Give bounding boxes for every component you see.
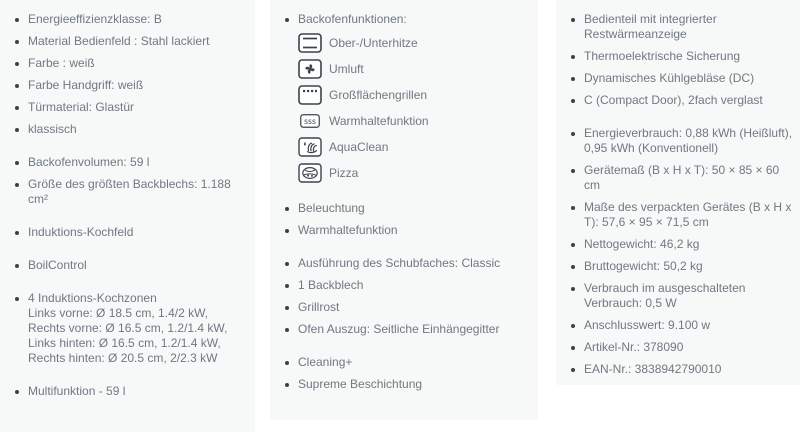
spec-item-text: Bedienteil mit integrierter Restwärmeanzeige <box>584 12 717 41</box>
spec-item-text: Größe des größten Backblechs: 1.188 cm² <box>28 177 231 206</box>
spec-group <box>570 126 794 377</box>
spec-item-text: 4 Induktions-Kochzonen <box>28 291 157 305</box>
spec-item-text: Artikel-Nr.: 378090 <box>584 340 684 354</box>
spec-group <box>14 291 249 366</box>
spec-item <box>14 155 249 170</box>
bullet-icon <box>571 265 575 269</box>
oven-function-label: Warmhaltefunktion <box>329 113 429 128</box>
spec-item-line: Rechts vorne: Ø 16.5 cm, 1.2/1.4 kW, <box>28 321 228 335</box>
spec-item <box>570 340 794 355</box>
spec-item-text: Farbe : weiß <box>28 56 95 70</box>
spec-group <box>14 155 249 207</box>
spec-item <box>570 163 794 193</box>
spec-item-line: Links hinten: Ø 16.5 cm, 1.2/1.4 kW, <box>28 336 221 350</box>
spec-item <box>570 237 794 252</box>
spec-group <box>14 258 249 273</box>
spec-item <box>14 258 249 273</box>
bullet-icon <box>15 264 19 268</box>
bullet-icon <box>15 128 19 132</box>
spec-item <box>284 223 532 238</box>
spec-item-text: Farbe Handgriff: weiß <box>28 78 144 92</box>
spec-item <box>284 377 532 392</box>
oven-function-label: Umluft <box>329 61 364 76</box>
bullet-icon <box>15 390 19 394</box>
spec-item <box>14 56 249 71</box>
spec-item-text: Supreme Beschichtung <box>298 377 423 391</box>
spec-item <box>284 322 532 337</box>
spec-item-text: 1 Backblech <box>298 278 364 292</box>
spec-item <box>14 291 249 366</box>
svg-text:sss: sss <box>304 117 316 126</box>
bullet-icon <box>285 18 289 22</box>
spec-item <box>284 300 532 315</box>
spec-item-text: Induktions-Kochfeld <box>28 225 134 239</box>
spec-item <box>570 259 794 274</box>
spec-item-text: Anschlusswert: 9.100 w <box>584 318 711 332</box>
spec-item <box>14 34 249 49</box>
spec-column-general <box>0 0 255 432</box>
bullet-icon <box>15 40 19 44</box>
spec-group <box>284 12 532 183</box>
bullet-icon <box>15 161 19 165</box>
bullet-icon <box>571 132 575 136</box>
oven-function-row <box>298 85 532 105</box>
spec-item <box>14 384 249 399</box>
oven-function-list <box>298 33 532 183</box>
spec-item <box>14 100 249 115</box>
spec-group <box>14 225 249 240</box>
spec-item-text: klassisch <box>28 122 77 136</box>
bullet-icon <box>15 297 19 301</box>
bullet-icon <box>285 262 289 266</box>
bullet-icon <box>15 231 19 235</box>
spec-item-line: Rechts hinten: Ø 20.5 cm, 2/2.3 kW <box>28 351 218 365</box>
bullet-icon <box>571 99 575 103</box>
spec-group <box>284 256 532 337</box>
bullet-icon <box>15 106 19 110</box>
oven-function-row <box>298 111 532 131</box>
warm-hold-icon <box>298 111 322 131</box>
spec-item <box>284 278 532 293</box>
spec-item-text: Backofenvolumen: 59 l <box>28 155 150 169</box>
spec-item-text: Maße des verpackten Gerätes (B x H x T): 57,6 × 95 × 71,5 cm <box>584 200 792 229</box>
spec-item <box>570 93 794 108</box>
bullet-icon <box>15 183 19 187</box>
spec-item-text: Cleaning+ <box>298 355 353 369</box>
spec-item <box>570 200 794 230</box>
spec-group <box>14 12 249 137</box>
oven-function-label: Ober-/Unterhitze <box>329 35 418 50</box>
bullet-icon <box>571 18 575 22</box>
spec-item-text: Backofenfunktionen: <box>298 12 407 26</box>
bullet-icon <box>15 84 19 88</box>
spec-item <box>570 126 794 156</box>
spec-item <box>570 71 794 86</box>
spec-item <box>14 78 249 93</box>
spec-item <box>284 256 532 271</box>
spec-item-text: Beleuchtung <box>298 201 365 215</box>
spec-item <box>14 122 249 137</box>
spec-item-text: Warmhaltefunktion <box>298 223 398 237</box>
bullet-icon <box>571 206 575 210</box>
bullet-icon <box>285 306 289 310</box>
spec-item-text: Gerätemaß (B x H x T): 50 × 85 × 60 cm <box>584 163 780 192</box>
spec-item-text: Multifunktion - 59 l <box>28 384 126 398</box>
bullet-icon <box>285 383 289 387</box>
bullet-icon <box>285 284 289 288</box>
oven-function-row <box>298 33 532 53</box>
spec-column-oven-functions <box>270 0 538 420</box>
spec-item-text: Thermoelektrische Sicherung <box>584 49 741 63</box>
grill-icon <box>298 85 322 105</box>
spec-item <box>284 201 532 216</box>
spec-item-text: Energieverbrauch: 0,88 kWh (Heißluft), 0,95 kWh (Konventionell) <box>584 126 793 155</box>
spec-item <box>14 177 249 207</box>
spec-item <box>570 49 794 64</box>
spec-item-text: Ofen Auszug: Seitliche Einhängegitter <box>298 322 500 336</box>
aquaclean-icon <box>298 137 322 157</box>
spec-item-text: Bruttogewicht: 50,2 kg <box>584 259 703 273</box>
spec-group <box>284 355 532 392</box>
bullet-icon <box>571 77 575 81</box>
fan-icon <box>298 59 322 79</box>
bullet-icon <box>571 169 575 173</box>
spec-item-text: EAN-Nr.: 3838942790010 <box>584 362 722 376</box>
spec-item-text: Nettogewicht: 46,2 kg <box>584 237 700 251</box>
bullet-icon <box>571 287 575 291</box>
spec-item-text: Ausführung des Schubfaches: Classic <box>298 256 501 270</box>
spec-item-text: BoilControl <box>28 258 87 272</box>
bullet-icon <box>571 324 575 328</box>
spec-item <box>570 362 794 377</box>
bullet-icon <box>571 243 575 247</box>
spec-group <box>570 12 794 108</box>
spec-group <box>284 201 532 238</box>
spec-item-text: Verbrauch im ausgeschalteten Verbrauch: 0,5 W <box>584 281 746 310</box>
bullet-icon <box>285 207 289 211</box>
spec-item <box>14 225 249 240</box>
spec-item-text: Grillrost <box>298 300 340 314</box>
spec-item <box>14 12 249 27</box>
spec-group <box>14 384 249 399</box>
spec-item <box>284 355 532 370</box>
spec-item <box>284 12 532 183</box>
spec-item-text: Energieeffizienzklasse: B <box>28 12 162 26</box>
spec-item-text: Türmaterial: Glastür <box>28 100 135 114</box>
spec-column-technical <box>556 0 800 385</box>
oven-function-row <box>298 137 532 157</box>
spec-item-text: C (Compact Door), 2fach verglast <box>584 93 763 107</box>
bullet-icon <box>285 328 289 332</box>
spec-item <box>570 12 794 42</box>
bullet-icon <box>15 62 19 66</box>
oven-function-label: Großflächengrillen <box>329 87 428 102</box>
oven-function-row <box>298 59 532 79</box>
bullet-icon <box>571 55 575 59</box>
pizza-icon <box>298 163 322 183</box>
bullet-icon <box>15 18 19 22</box>
bullet-icon <box>571 346 575 350</box>
spec-item <box>570 281 794 311</box>
top-bottom-heat-icon <box>298 33 322 53</box>
oven-function-label: Pizza <box>329 165 359 180</box>
spec-item-text: Material Bedienfeld : Stahl lackiert <box>28 34 210 48</box>
spec-item-text: Dynamisches Kühlgebläse (DC) <box>584 71 755 85</box>
bullet-icon <box>285 229 289 233</box>
oven-function-label: AquaClean <box>329 139 389 154</box>
bullet-icon <box>571 368 575 372</box>
bullet-icon <box>285 361 289 365</box>
spec-item <box>570 318 794 333</box>
spec-item-line: Links vorne: Ø 18.5 cm, 1.4/2 kW, <box>28 306 209 320</box>
oven-function-row <box>298 163 532 183</box>
